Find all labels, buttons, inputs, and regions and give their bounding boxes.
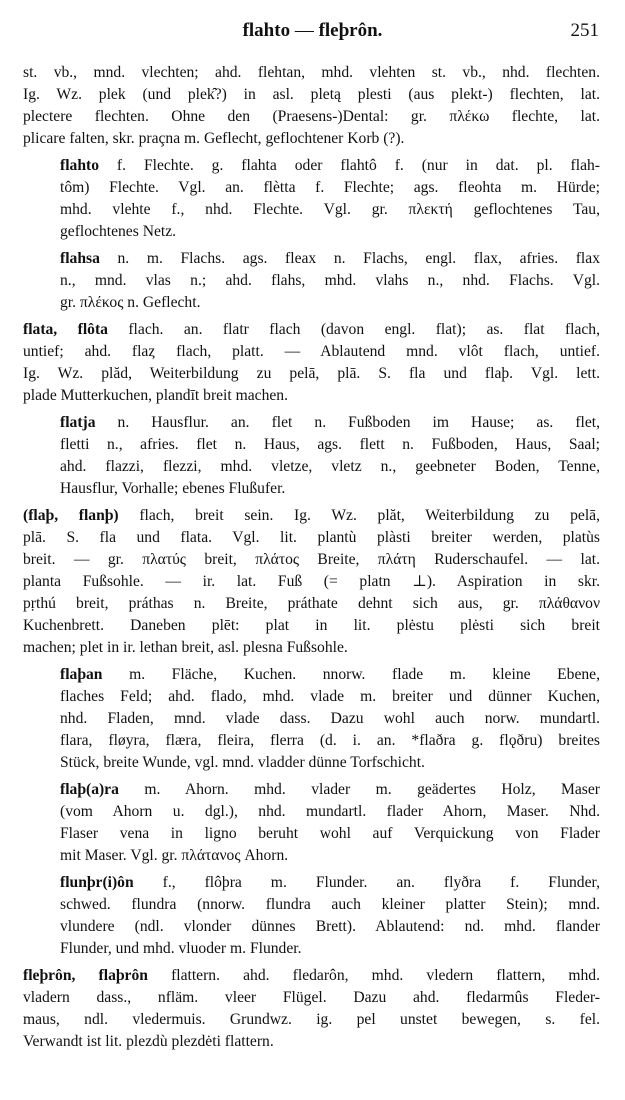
text-line	[60, 872, 600, 894]
header-title	[0, 20, 625, 42]
text-line	[60, 478, 600, 500]
line-text: machen; plet in ir. lethan breit, asl. plesna Fußsohle.	[23, 639, 348, 656]
line-text: flach. an. flatr flach (davon engl. flat); as. flat flach,	[107, 321, 600, 338]
text-line	[23, 965, 600, 987]
text-line	[60, 664, 600, 686]
line-text: n., mnd. vlas n.; ahd. flahs, mhd. vlahs n., nhd. Flachs. Vgl.	[60, 272, 600, 289]
line-text: (vom Ahorn u. dgl.), nhd. mundartl. flader Ahorn, Maser. Nhd.	[60, 803, 600, 820]
line-text: breit. — gr. πλατύς breit, πλάτος Breite, πλάτη Ruderschaufel. — lat.	[23, 551, 600, 568]
text-line	[23, 385, 600, 407]
dictionary-entry	[0, 664, 625, 774]
line-text: untief; ahd. flaȥ flach, platt. — Ablautend mnd. vlôt flach, untief.	[23, 343, 600, 360]
line-text: pṛthú breit, práthas n. Breite, práthate dehnt sich aus, gr. πλάθανον	[23, 595, 600, 612]
text-line	[60, 686, 600, 708]
text-line	[60, 456, 600, 478]
line-text: Flunder, und mhd. vluoder m. Flunder.	[60, 940, 302, 957]
dictionary-entry	[0, 155, 625, 243]
line-text: Ig. Wz. plăd, Weiterbildung zu pelā, plā. S. fla und flaþ. Vgl. lett.	[23, 365, 600, 382]
line-text: mit Maser. Vgl. gr. πλάτανος Ahorn.	[60, 847, 289, 864]
text-line	[23, 571, 600, 593]
line-text: Ig. Wz. plek (und plek̑?) in asl. pletą plesti (aus plekt-) flechten, lat.	[23, 86, 600, 103]
dictionary-body	[0, 62, 625, 1058]
text-line	[23, 363, 600, 385]
headword: flaþan	[60, 666, 103, 683]
headword: flunþr(i)ôn	[60, 874, 134, 891]
text-line	[23, 84, 600, 106]
text-line	[23, 1009, 600, 1031]
line-text: maus, ndl. vledermuis. Grundwz. ig. pel unstet bewegen, s. fel.	[23, 1011, 600, 1028]
dictionary-entry	[0, 62, 625, 150]
text-line	[60, 845, 600, 867]
line-text: n. Hausflur. an. flet n. Fußboden im Hause; as. flet,	[95, 414, 600, 431]
line-text: fletti n., afries. flet n. Haus, ags. flett n. Fußboden, Haus, Saal;	[60, 436, 600, 453]
text-line	[23, 505, 600, 527]
text-line	[23, 637, 600, 659]
headword: flaþ(a)ra	[60, 781, 119, 798]
text-line	[23, 341, 600, 363]
line-text: plā. S. fla und flata. Vgl. lit. plantù plàsti breiter werden, platùs	[23, 529, 600, 546]
headword: fleþrôn, flaþrôn	[23, 967, 148, 984]
line-text: Verwandt ist lit. plezdù plezdėti flattern.	[23, 1033, 274, 1050]
line-text: flach, breit sein. Ig. Wz. plăt, Weiterbildung zu pelā,	[118, 507, 600, 524]
headword: (flaþ, flanþ)	[23, 507, 119, 524]
line-text: mhd. vlehte f., nhd. Flechte. Vgl. gr. πλεκτή geflochtenes Tau,	[60, 201, 600, 218]
line-text: vladern dass., nfläm. vleer Flügel. Dazu ahd. fledarmûs Fleder-	[23, 989, 600, 1006]
text-line	[60, 177, 600, 199]
running-header	[0, 16, 625, 46]
text-line	[23, 106, 600, 128]
text-line	[60, 823, 600, 845]
header-first-word: flahto	[242, 20, 291, 41]
line-text: schwed. flundra (nnorw. flundra auch kleiner platter Stein); mnd.	[60, 896, 600, 913]
text-line	[60, 779, 600, 801]
dictionary-entry	[0, 872, 625, 960]
line-text: plectere flechten. Ohne den (Praesens-)Dental: gr. πλέκω flechte, lat.	[23, 108, 600, 125]
text-line	[60, 752, 600, 774]
line-text: flara, fløyra, flæra, fleira, flerra (d. i. an. *flaðra g. flǫðru) breites	[60, 732, 600, 749]
dictionary-entry	[0, 248, 625, 314]
line-text: st. vb., mnd. vlechten; ahd. flehtan, mhd. vlehten st. vb., nhd. flechten.	[23, 64, 600, 81]
text-line	[23, 319, 600, 341]
text-line	[23, 62, 600, 84]
line-text: flaches Feld; ahd. flado, mhd. vlade m. breiter und dünner Kuchen,	[60, 688, 600, 705]
text-line	[60, 248, 600, 270]
line-text: plicare falten, skr. praçna m. Geflecht, geflochtener Korb (?).	[23, 130, 405, 147]
headword: flahto	[60, 157, 99, 174]
line-text: plade Mutterkuchen, plandīt breit machen.	[23, 387, 289, 404]
line-text: Stück, breite Wunde, vgl. mnd. vladder dünne Torfschicht.	[60, 754, 425, 771]
text-line	[23, 549, 600, 571]
text-line	[60, 938, 600, 960]
line-text: ahd. flazzi, flezzi, mhd. vletze, vletz n., geebneter Boden, Tenne,	[60, 458, 600, 475]
text-line	[60, 221, 600, 243]
text-line	[60, 801, 600, 823]
text-line	[23, 128, 600, 150]
dictionary-entry	[0, 412, 625, 500]
text-line	[23, 987, 600, 1009]
text-line	[60, 155, 600, 177]
line-text: gr. πλέκος n. Geflecht.	[60, 294, 201, 311]
text-line	[60, 708, 600, 730]
dictionary-entry	[0, 965, 625, 1053]
header-last-word: fleþrôn.	[318, 20, 383, 41]
header-dash: —	[294, 20, 314, 41]
text-line	[23, 615, 600, 637]
line-text: f., flôþra m. Flunder. an. flyðra f. Flunder,	[133, 874, 600, 891]
text-line	[60, 412, 600, 434]
dictionary-entry	[0, 779, 625, 867]
line-text: nhd. Fladen, mnd. vlade dass. Dazu wohl auch norw. mundartl.	[60, 710, 600, 727]
line-text: geflochtenes Netz.	[60, 223, 177, 240]
line-text: Hausflur, Vorhalle; ebenes Flußufer.	[60, 480, 286, 497]
line-text: m. Fläche, Kuchen. nnorw. flade m. kleine Ebene,	[102, 666, 600, 683]
headword: flata, flôta	[23, 321, 108, 338]
line-text: Kuchenbrett. Daneben plēt: plat in lit. plėstu plėsti sich breit	[23, 617, 600, 634]
headword: flatja	[60, 414, 96, 431]
line-text: f. Flechte. g. flahta oder flahtô f. (nur in dat. pl. flah-	[98, 157, 600, 174]
text-line	[60, 292, 600, 314]
line-text: n. m. Flachs. ags. fleax n. Flachs, engl. flax, afries. flax	[99, 250, 600, 267]
text-line	[23, 527, 600, 549]
dictionary-entry	[0, 319, 625, 407]
text-line	[23, 1031, 600, 1053]
text-line	[60, 434, 600, 456]
text-line	[23, 593, 600, 615]
line-text: Flaser vena in ligno beruht wohl auf Verquickung von Flader	[60, 825, 600, 842]
line-text: flattern. ahd. fledarôn, mhd. vledern flattern, mhd.	[147, 967, 600, 984]
line-text: m. Ahorn. mhd. vlader m. geädertes Holz, Maser	[118, 781, 600, 798]
page-number: 251	[570, 20, 599, 41]
text-line	[60, 730, 600, 752]
text-line	[60, 270, 600, 292]
text-line	[60, 916, 600, 938]
line-text: planta Fußsohle. — ir. lat. Fuß (= platn ⊥). Aspiration in skr.	[23, 573, 600, 590]
text-line	[60, 199, 600, 221]
dictionary-entry	[0, 505, 625, 659]
line-text: tôm) Flechte. Vgl. an. flètta f. Flechte; ags. fleohta m. Hürde;	[60, 179, 600, 196]
line-text: vlundere (ndl. vlonder dünnes Brett). Ablautend: nd. mhd. flander	[60, 918, 600, 935]
text-line	[60, 894, 600, 916]
headword: flahsa	[60, 250, 100, 267]
